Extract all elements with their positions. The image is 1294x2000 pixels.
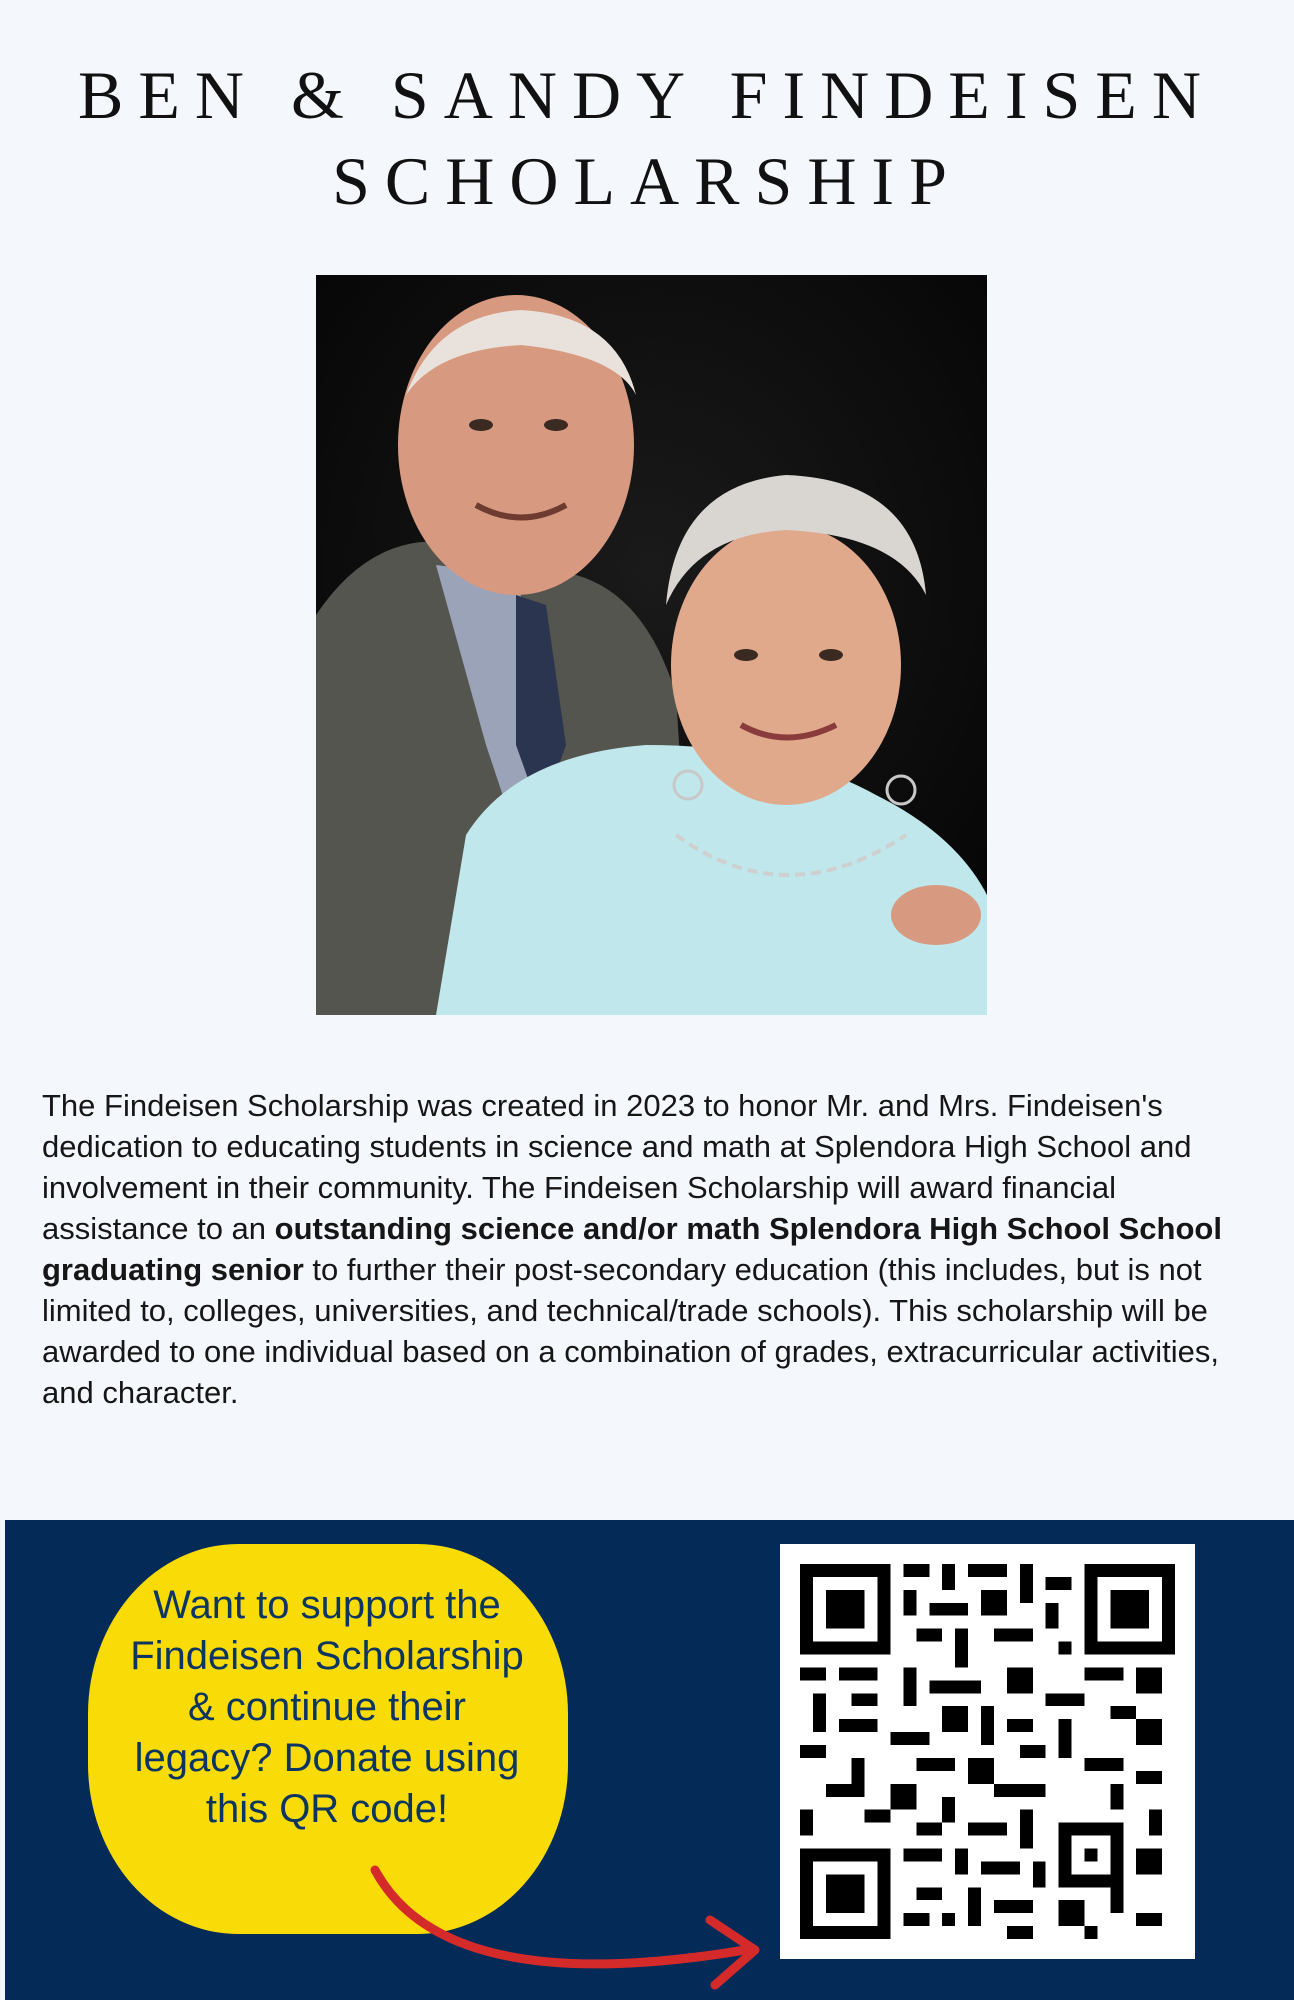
description-text-2: to further their post-secondary education (this includes, but is not limited to, colleges, universities, and technical/trade schools). This scholarship will be awarded to one individual based on a combination of grades, extracurricular activities, and character. xyxy=(42,1252,1219,1410)
description-eligibility-bold: outstanding science and/or math Splendora High School School graduating senior xyxy=(42,1211,1222,1287)
title-line-2: SCHOLARSHIP xyxy=(332,143,962,219)
scholarship-title xyxy=(0,52,1294,224)
couple-portrait-photo xyxy=(316,275,987,1015)
curved-arrow-icon xyxy=(365,1850,785,2000)
donate-line-4: legacy? Donate using xyxy=(134,1736,520,1780)
donate-line-3: & continue their xyxy=(188,1685,466,1729)
donate-line-5: this QR code! xyxy=(205,1787,449,1831)
donate-line-2: Findeisen Scholarship xyxy=(130,1634,524,1678)
donate-line-1: Want to support the xyxy=(153,1583,501,1627)
qr-code-icon xyxy=(800,1564,1175,1939)
description-text-1: The Findeisen Scholarship was created in 2023 to honor Mr. and Mrs. Findeisen's dedication to educating students in science and math at Splendora High School and involvement in their community. The Findeisen Scholarship will award financial assistance to an xyxy=(42,1088,1192,1246)
portrait-illustration xyxy=(316,275,987,1015)
donate-callout-text xyxy=(102,1580,552,1835)
donation-footer xyxy=(5,1520,1294,2000)
donation-qr-code[interactable] xyxy=(780,1544,1195,1959)
scholarship-description xyxy=(42,1085,1264,1413)
title-line-1: BEN & SANDY FINDEISEN xyxy=(78,57,1216,133)
